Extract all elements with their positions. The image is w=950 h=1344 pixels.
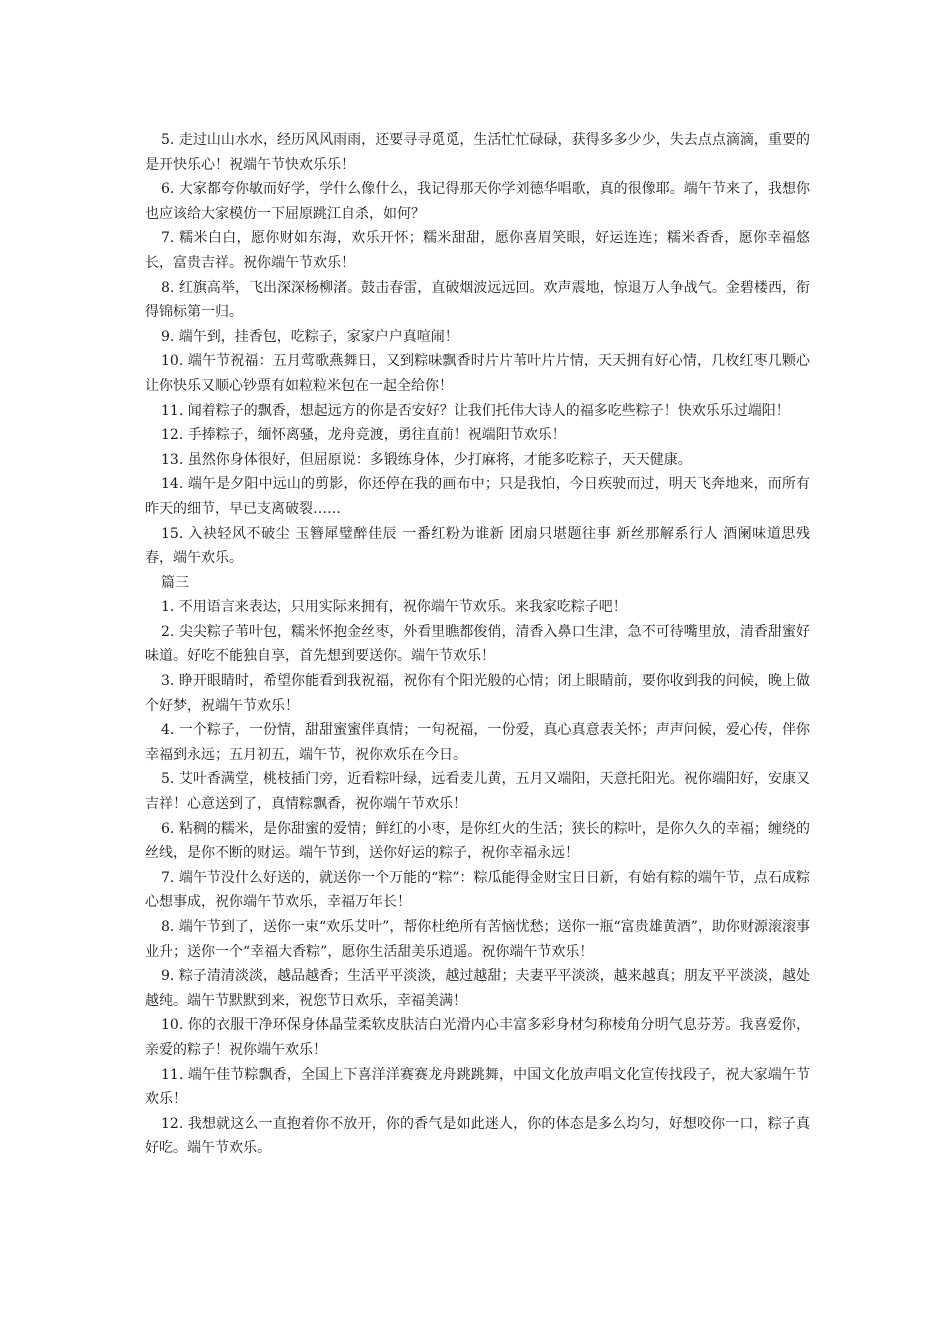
list-item: 13. 虽然你身体很好，但屈原说：多锻练身体，少打麻将，才能多吃粽子，天天健康。 (161, 451, 692, 468)
section-title: 篇三 (161, 574, 189, 591)
list-item: 3. 睁开眼睛时，希望你能看到我祝福，祝你有个阳光般的心情；闭上眼睛前，要你收到我的问候，晚上做个好梦，祝端午节欢乐！ (145, 673, 810, 714)
list-item: 4. 一个粽子，一份情，甜甜蜜蜜伴真情；一句祝福，一份爱，真心真意表关怀；声声问候，爱心传，伴你幸福到永远；五月初五，端午节，祝你欢乐在今日。 (145, 722, 810, 763)
list-item: 6. 粘稠的糯米，是你甜蜜的爱情；鲜红的小枣，是你红火的生活；狭长的粽叶，是你久久的幸福；缠绕的丝线，是你不断的财运。端午节到，送你好运的粽子，祝你幸福永远！ (145, 820, 810, 862)
list-item: 1. 不用语言来表达，只用实际来拥有，祝你端午节欢乐。来我家吃粽子吧！ (161, 599, 627, 616)
list-item: 9. 端午到，挂香包，吃粽子，家家户户真喧闹！ (161, 328, 459, 345)
list-item: 14. 端午是夕阳中远山的剪影，你还停在我的画布中；只是我怕，今日疾驶而过，明天飞奔地来，而所有昨天的细节，早已支离破裂…… (145, 476, 810, 517)
list-item: 9. 粽子清清淡淡，越品越香；生活平平淡淡，越过越甜；夫妻平平淡淡，越来越真；朋友平平淡淡，越处越纯。端午节默默到来，祝您节日欢乐，幸福美满！ (145, 968, 810, 1009)
document-body (145, 128, 810, 1161)
list-item: 12. 我想就这么一直抱着你不放开，你的香气是如此迷人，你的体态是多么均匀，好想咬你一口，粽子真好吃。端午节欢乐。 (145, 1115, 810, 1157)
list-item: 7. 端午节没什么好送的，就送你一个万能的“粽”：粽瓜能得金财宝日日新，有始有粽的端午节，点石成粽心想事成，祝你端午节欢乐，幸福万年长！ (145, 869, 810, 911)
list-item: 2. 尖尖粽子苇叶包，糯米怀抱金丝枣，外看里瞧都俊俏，清香入鼻口生津，急不可待嘴里放，清香甜蜜好味道。好吃不能独自享，首先想到要送你。端午节欢乐！ (145, 623, 810, 665)
list-item: 12. 手捧粽子，缅怀离骚，龙舟竞渡，勇往直前！祝端阳节欢乐！ (161, 427, 566, 444)
list-item: 7. 糯米白白，愿你财如东海，欢乐开怀；糯米甜甜，愿你喜眉笑眼，好运连连；糯米香香，愿你幸福悠长，富贵吉祥。祝你端午节欢乐！ (145, 230, 810, 271)
list-item: 11. 闻着粽子的飘香，想起远方的你是否安好？让我们托伟大诗人的福多吃些粽子！快欢乐乐过端阳！ (161, 402, 790, 419)
list-item: 15. 入袂轻风不破尘 玉簪犀璧醉佳辰 一番红粉为谁新 团扇只堪题往事 新丝那解系行人 酒阑味道思残春，端午欢乐。 (145, 525, 810, 567)
list-item: 8. 端午节到了，送你一束“欢乐艾叶”，帮你杜绝所有苦恼忧愁；送你一瓶“富贵雄黄酒”，助你财源滚滚事业升；送你一个“幸福大香粽”，愿你生活甜美乐逍遥。祝你端午节欢乐！ (145, 919, 810, 960)
list-item: 8. 红旗高举，飞出深深杨柳渚。鼓击春雷，直破烟波远远回。欢声震地，惊退万人争战气。金碧楼西，衔得锦标第一归。 (145, 279, 810, 321)
list-item: 10. 端午节祝福：五月莺歌燕舞日，又到粽味飘香时片片苇叶片片情，天天拥有好心情，几枚红枣几颗心让你快乐又顺心钞票有如粒粒米包在一起全给你！ (145, 353, 810, 394)
list-item: 11. 端午佳节粽飘香，全国上下喜洋洋赛赛龙舟跳跳舞，中国文化放声唱文化宣传找段子，祝大家端午节欢乐！ (145, 1066, 810, 1108)
list-item: 6. 大家都夸你敏而好学，学什么像什么，我记得那天你学刘德华唱歌，真的很像耶。端午节来了，我想你也应该给大家模仿一下屈原跳江自杀，如何？ (145, 181, 810, 222)
list-item: 10. 你的衣服干净环保身体晶莹柔软皮肤洁白光滑内心丰富多彩身材匀称棱角分明气息芬芳。我喜爱你，亲爱的粽子！祝你端午欢乐！ (145, 1017, 810, 1058)
list-item: 5. 走过山山水水，经历风风雨雨，还要寻寻觅觅，生活忙忙碌碌，获得多多少少，失去点点滴滴，重要的是开快乐心！祝端午节快欢乐乐！ (145, 132, 810, 173)
list-item: 5. 艾叶香满堂，桃枝插门旁，近看粽叶绿，远看麦儿黄，五月又端阳，天意托阳光。祝你端阳好，安康又吉祥！心意送到了，真情粽飘香，祝你端午节欢乐！ (145, 771, 810, 813)
